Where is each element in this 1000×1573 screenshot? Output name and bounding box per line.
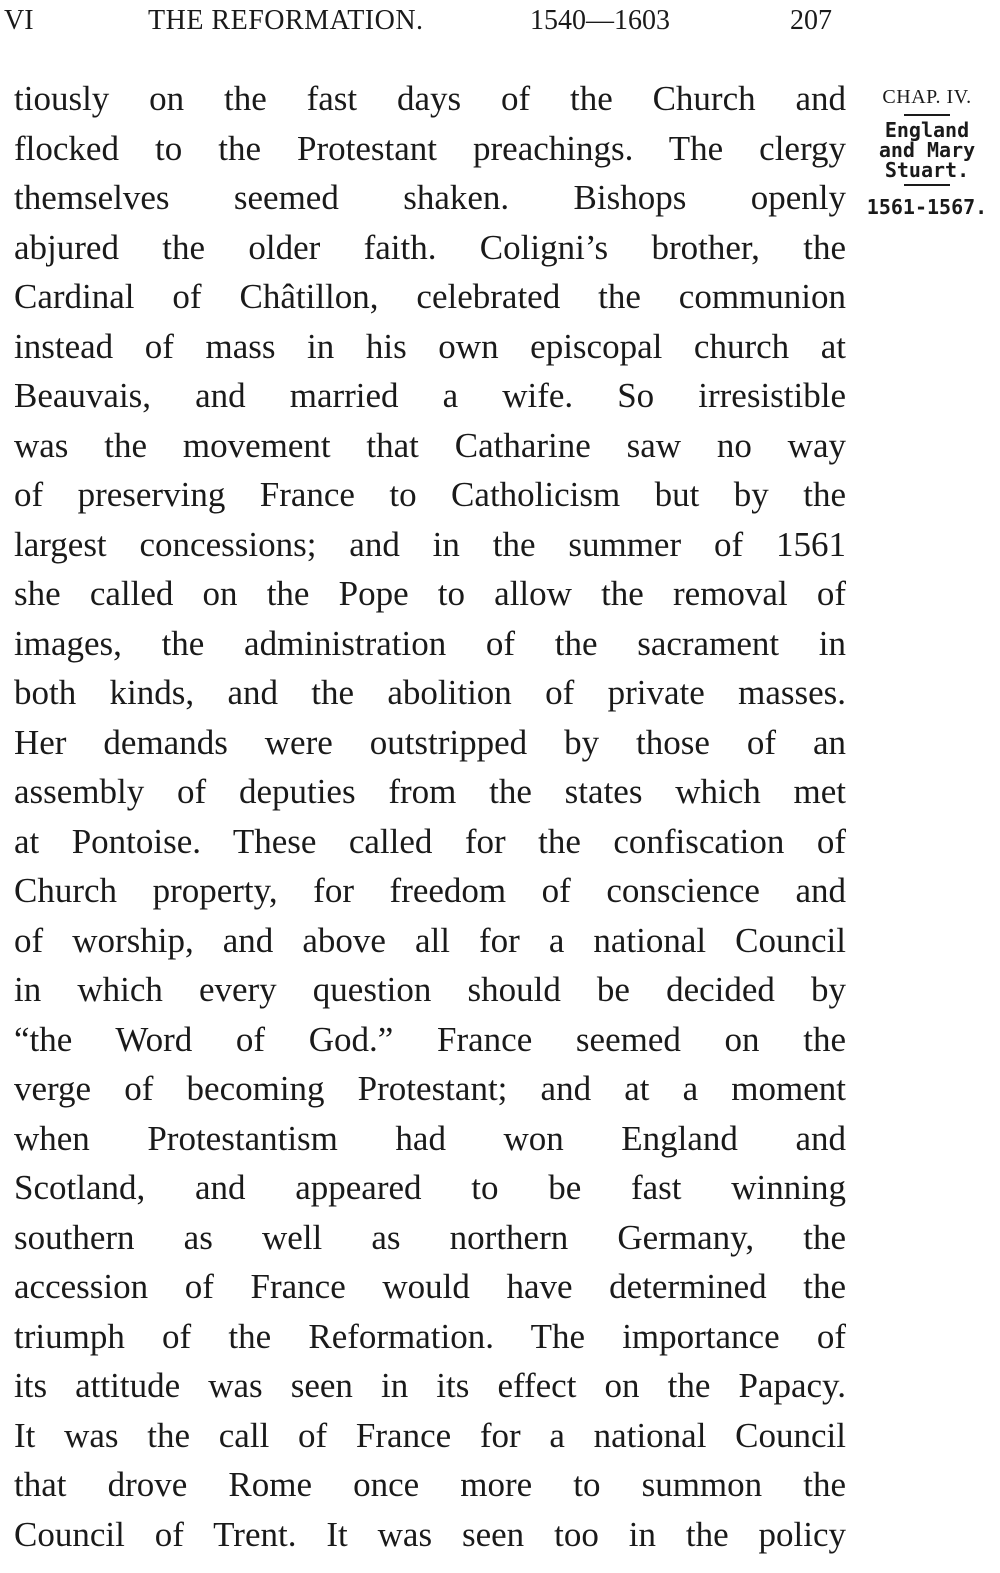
text-line: verge of becoming Protestant; and at a moment [14, 1069, 846, 1108]
text-line: largest concessions; and in the summer of 1561 [14, 524, 846, 564]
text-line: Scotland, and appeared to be fast winning [14, 1168, 846, 1207]
running-title: THE REFORMATION. [148, 5, 424, 36]
text-line: that drove Rome once more to summon the [14, 1465, 846, 1504]
text-line: accession of France would have determined the [14, 1267, 846, 1306]
topic-line: Stuart. [884, 158, 970, 182]
text-line: was the movement that Catharine saw no way [14, 425, 846, 465]
text-line: Council of Trent. It was seen too in the policy [14, 1514, 846, 1554]
text-line: its attitude was seen in its effect on the Papacy. [14, 1366, 846, 1405]
text-line: Church property, for freedom of conscience and [14, 871, 846, 910]
margin-divider [904, 114, 950, 116]
text-line: in which every question should be decided by [14, 970, 846, 1009]
text-line: of preserving France to Catholicism but by the [14, 475, 846, 514]
section-number: VI [4, 5, 34, 36]
text-line: abjured the older faith. Coligni’s brother, the [14, 227, 846, 267]
running-header [0, 4, 1000, 44]
text-line: It was the call of France for a national Council [14, 1415, 846, 1455]
chapter-label: CHAP. IV. [882, 86, 972, 108]
margin-years: 1561-1567. [866, 195, 988, 219]
margin-divider [904, 184, 950, 186]
text-line: themselves seemed shaken. Bishops openly [14, 178, 846, 217]
text-line: Beauvais, and married a wife. So irresistible [14, 376, 846, 415]
text-line: of worship, and above all for a national Council [14, 920, 846, 960]
topic-line: and Mary [878, 138, 976, 162]
text-line: flocked to the Protestant preachings. The clergy [14, 128, 846, 168]
text-line: she called on the Pope to allow the removal of [14, 574, 846, 613]
text-line: “the Word of God.” France seemed on the [14, 1019, 846, 1059]
text-line: tiously on the fast days of the Church and [14, 79, 846, 118]
running-years: 1540—1603 [530, 5, 670, 36]
text-line: Cardinal of Châtillon, celebrated the communion [14, 277, 846, 316]
text-line: both kinds, and the abolition of private masses. [14, 673, 846, 712]
text-line: assembly of deputies from the states which met [14, 772, 846, 811]
margin-note [862, 84, 992, 222]
text-line: instead of mass in his own episcopal church at [14, 326, 846, 366]
text-line: triumph of the Reformation. The importance of [14, 1316, 846, 1356]
topic-line: England [884, 118, 970, 142]
text-line: Her demands were outstripped by those of an [14, 722, 846, 762]
text-line: southern as well as northern Germany, the [14, 1217, 846, 1257]
text-line: at Pontoise. These called for the confiscation of [14, 821, 846, 861]
text-line: images, the administration of the sacrament in [14, 623, 846, 663]
body-text [14, 74, 846, 1559]
page-number: 207 [790, 5, 832, 36]
text-line: when Protestantism had won England and [14, 1118, 846, 1158]
